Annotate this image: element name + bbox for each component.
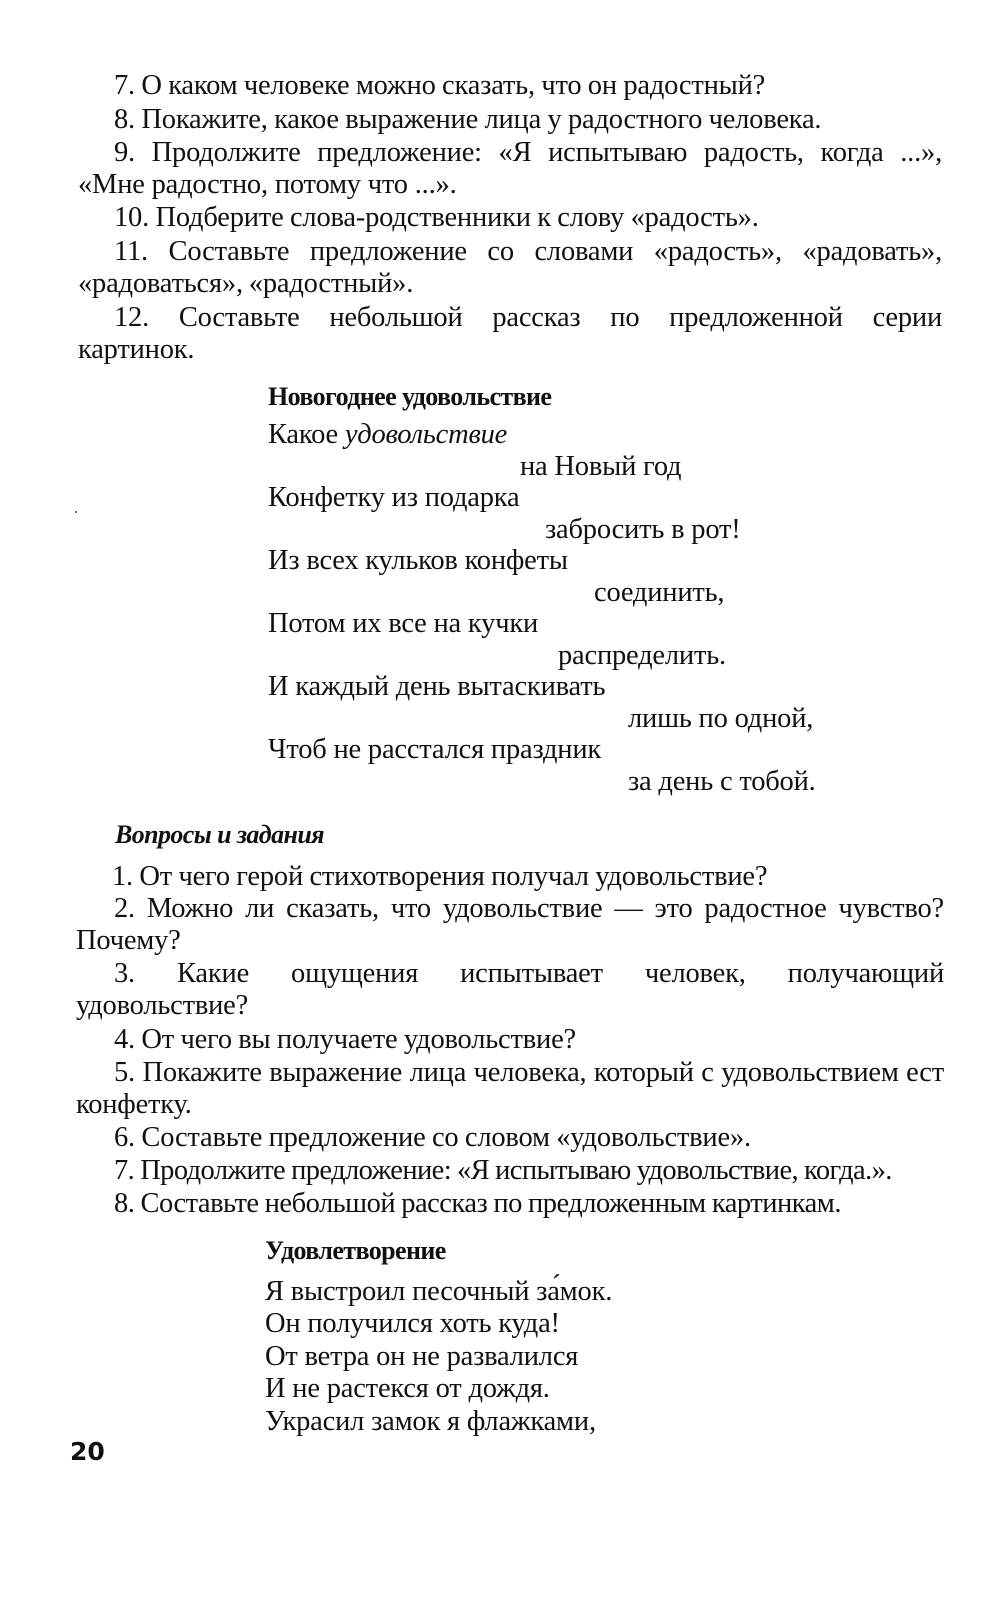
question-2-udovolstvie: 2. Можно ли сказать, что удовольствие — это радостное чувство? Почему?: [76, 893, 944, 956]
poem-line: на Новый год: [520, 451, 682, 482]
poem-line-text: Какое: [268, 419, 345, 450]
print-speck: [75, 511, 77, 513]
question-3-udovolstvie: 3. Какие ощущения испытывает человек, получающий удовольствие?: [76, 958, 944, 1021]
section-title-questions: Вопросы и задания: [115, 820, 324, 849]
question-11-radost: 11. Составьте предложение со словами «радость», «радовать», «радоваться», «радостный».: [78, 236, 942, 299]
question-12-radost: 12. Составьте небольшой рассказ по предложенной серии картинок.: [78, 302, 942, 365]
page-number: 20: [70, 1437, 105, 1466]
question-8-udovolstvie: 8. Составьте небольшой рассказ по предложенным картинкам.: [114, 1188, 841, 1219]
poem-line: лишь по одной,: [628, 703, 814, 734]
poem-line: забросить в рот!: [545, 514, 741, 545]
poem-line: И не растекся от дождя.: [265, 1373, 550, 1404]
poem-line: От ветра он не развалился: [265, 1341, 579, 1372]
poem-line: соединить,: [594, 577, 725, 608]
poem-line: распределить.: [558, 640, 726, 671]
question-5-udovolstvie: 5. Покажите выражение лица человека, который с удовольствием ест конфетку.: [76, 1057, 944, 1120]
poem-title-novogodnee: Новогоднее удовольствие: [268, 382, 552, 411]
question-6-udovolstvie: 6. Составьте предложение со словом «удовольствие».: [114, 1122, 751, 1153]
question-9-radost: 9. Продолжите предложение: «Я испытываю радость, когда ...», «Мне радостно, потому что ...».: [78, 137, 942, 200]
poem-line: И каждый день вытаскивать: [268, 671, 606, 702]
poem-line: за день с тобой.: [628, 766, 816, 797]
poem-line: Украсил замок я флажками,: [265, 1406, 596, 1437]
poem-line: Из всех кульков конфеты: [268, 545, 568, 576]
question-7-radost: 7. О каком человеке можно сказать, что он радостный?: [114, 70, 766, 101]
question-1-udovolstvie: 1. От чего герой стихотворения получал удовольствие?: [112, 861, 768, 892]
poem-line: Конфетку из подарка: [268, 482, 520, 513]
question-4-udovolstvie: 4. От чего вы получаете удовольствие?: [114, 1024, 576, 1055]
poem-line-italic-word: удовольствие: [344, 419, 508, 450]
question-7-udovolstvie: 7. Продолжите предложение: «Я испытываю удовольствие, когда.».: [114, 1155, 892, 1186]
question-8-radost: 8. Покажите, какое выражение лица у радостного человека.: [114, 104, 822, 135]
poem-title-udovletvorenie: Удовлетворение: [265, 1236, 446, 1265]
question-10-radost: 10. Подберите слова-родственники к слову «радость».: [114, 202, 759, 233]
poem-line: Потом их все на кучки: [268, 608, 539, 639]
poem-line: Чтоб не расстался праздник: [268, 734, 602, 765]
poem-line: [268, 419, 507, 451]
poem-line: Он получился хоть куда!: [265, 1308, 560, 1339]
poem-line: Я выстроил песочный за́мок.: [265, 1276, 613, 1307]
